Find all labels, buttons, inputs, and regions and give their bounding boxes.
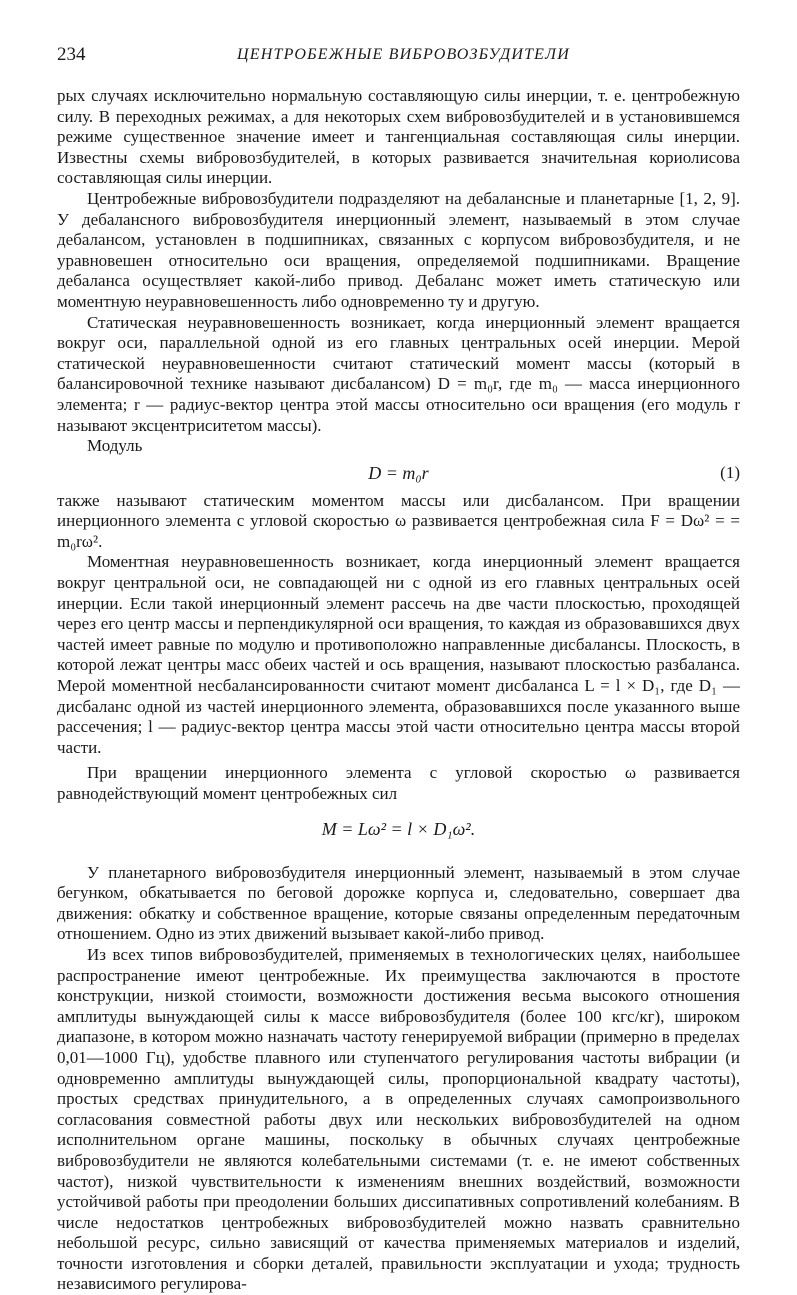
paragraph: При вращении инерционного элемента с угловой скоростью ω развивается равнодействующий момент центробежных сил <box>57 763 740 803</box>
page-number: 234 <box>57 44 86 65</box>
paragraph: также называют статическим моментом массы или дисбалансом. При вращении инерционного элемента с угловой скоростью ω развивается центробежная сила F = Dω² = = m₀rω². <box>57 490 740 551</box>
page-header <box>57 44 740 70</box>
equation-formula: M = Lω² = l × D₁ω². <box>321 818 476 839</box>
equation-2 <box>57 819 740 849</box>
paragraph: У планетарного вибровозбудителя инерционный элемент, называемый в этом случае бегунком, обкатывается по беговой дорожке корпуса и, следовательно, совершает два движения: обкатку и собственное вращение, которые связаны определенным передаточным отношением. Одно из этих движений вызывает какой-либо привод. <box>57 862 740 944</box>
equation-formula: D = m₀r <box>368 462 429 483</box>
paragraph: Статическая неуравновешенность возникает, когда инерционный элемент вращается вокруг оси, параллельной одной из его главных центральных осей инерции. Мерой статической неуравновешенности считают статический момент массы (который в балансировочной технике называют дисбалансом) D = m₀r, где m₀ — масса инерционного элемента; r — радиус-вектор центра этой массы относительно оси вращения (его модуль r называют эксцентриситетом массы). <box>57 312 740 435</box>
equation-1 <box>57 463 740 487</box>
paragraph: Центробежные вибровозбудители подразделяют на дебалансные и планетарные [1, 2, 9]. У дебалансного вибровозбудителя инерционный элемент, называемый в этом случае дебалансом, установлен в подшипниках, связанных с корпусом вибровозбудителя, и не уравновешен относительно оси вращения, определяемой подшипниками. Вращение дебаланса осуществляет какой-либо привод. Дебаланс может иметь статическую или моментную неуравновешенность либо одновременно ту и другую. <box>57 188 740 311</box>
body-text <box>57 86 740 1295</box>
paragraph: Моментная неуравновешенность возникает, когда инерционный элемент вращается вокруг центральной оси, не совпадающей ни с одной из его главных центральных осей инерции. Если такой инерционный элемент рассечь на две части плоскостью, проходящей через его центр массы и перпендикулярной оси вращения, то каждая из образовавшихся двух частей имеет равные по модулю и противоположно направленные дисбалансы. Плоскость, в которой лежат центры масс обеих частей и ось вращения, называют плоскостью разбаланса. Мерой моментной несбалансированности считают момент дисбаланса L = l × D₁, где D₁ — дисбаланс одной из частей инерционного элемента, образовавшихся после указанного выше рассечения; l — радиус-вектор центра массы этой части относительно центра массы второй части. <box>57 552 740 757</box>
paragraph: Из всех типов вибровозбудителей, применяемых в технологических целях, наибольшее распространение имеют центробежные. Их преимущества заключаются в простоте конструкции, низкой стоимости, возможности достижения весьма высокого отношения амплитуды вынуждающей силы к массе вибровозбудителя (более 100 кгс/кг), широком диапазоне, в котором можно назначать частоту генерируемой вибрации (примерно в пределах 0,01—1000 Гц), удобстве плавного или ступенчатого регулирования частоты вибрации (и одновременно амплитуды вынуждающей силы, пропорциональной квадрату частоты), простых средствах принудительного, а в определенных случаях самопроизвольного согласования совместной работы двух или нескольких вибровозбудителей на одном исполнительном органе машины, поскольку в обычных случаях центробежные вибровозбудители не являются колебательными системами (т. е. не имеют собственных частот), низкой чувствительности к изменениям внешних воздействий, возможности устойчивой работы при преодолении больших диссипативных сопротивлений колебаниям. В числе недостатков центробежных вибровозбудителей можно назвать сравнительно небольшой ресурс, сильно зависящий от качества применяемых материалов и изделий, точности изготовления и сборки деталей, правильности эксплуатации и ухода; трудность независимого регулирова- <box>57 944 740 1294</box>
running-head: ЦЕНТРОБЕЖНЫЕ ВИБРОВОЗБУДИТЕЛИ <box>237 46 570 63</box>
paragraph: рых случаях исключительно нормальную составляющую силы инерции, т. е. центробежную силу. В переходных режимах, а для некоторых схем вибровозбудителей и в установившемся режиме существенное значение имеет и тангенциальная составляющая силы инерции. Известны схемы вибровозбудителей, в которых развивается значительная кориолисова составляющая силы инерции. <box>57 86 740 188</box>
equation-number: (1) <box>720 462 740 482</box>
paragraph: Модуль <box>87 436 143 456</box>
